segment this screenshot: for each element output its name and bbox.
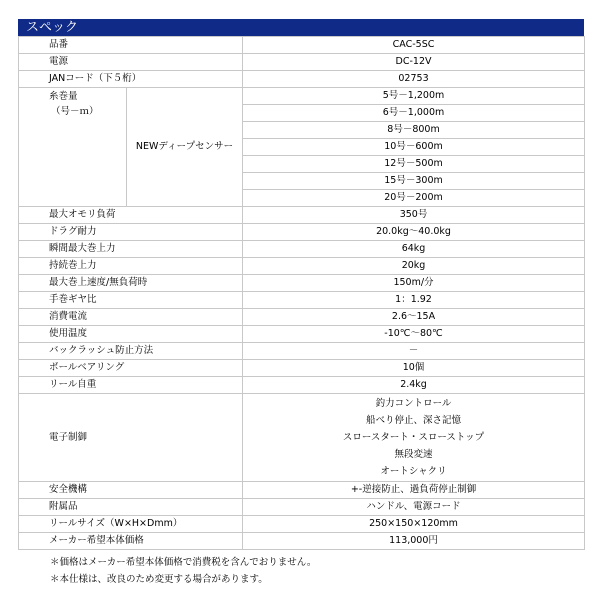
table-row [19,377,585,394]
line-capacity-label [19,88,127,207]
table-row [19,516,585,533]
row-label: 品番 [19,37,243,54]
electronic-value: 釣力コントロール [375,398,452,409]
row-label: ボールベアリング [19,360,243,377]
line-capacity-value: 15号－300m [243,173,585,190]
row-value: 02753 [243,71,585,88]
row-value: DC-12V [243,54,585,71]
row-value: 2.6～15A [243,309,585,326]
row-label: 消費電流 [19,309,243,326]
electronic-label: 電子制御 [19,394,243,482]
spec-header [18,19,584,36]
spec-section [18,19,584,588]
line-capacity-value: 10号－600m [243,139,585,156]
table-row [19,326,585,343]
table-row [19,54,585,71]
row-value: 250×150×120mm [243,516,585,533]
row-label: 持続巻上力 [19,258,243,275]
row-value: ハンドル、電源コード [243,499,585,516]
row-value: 1：1.92 [243,292,585,309]
row-label: 附属品 [19,499,243,516]
table-row [19,292,585,309]
note: ＊本仕様は、改良のため変更する場合があります。 [50,574,268,585]
row-value: +-逆接防止、過負荷停止制御 [243,482,585,499]
spec-header-title: スペック [26,20,79,35]
notes [18,554,584,588]
line-capacity-sub-label: NEWディープセンサー [127,88,243,207]
table-row [19,499,585,516]
row-value: 20kg [243,258,585,275]
table-row [19,37,585,54]
table-row [19,309,585,326]
electronic-value: 船べり停止、深さ記憶 [366,415,462,426]
line-capacity-label-line2: （号－ｍ） [51,106,99,117]
table-row [19,360,585,377]
row-value: 150m/分 [243,275,585,292]
spec-table [18,36,585,550]
row-label: JANコード（下５桁） [19,71,243,88]
table-row [19,258,585,275]
table-row [19,275,585,292]
table-row [19,224,585,241]
row-label: 使用温度 [19,326,243,343]
line-capacity-label-line1: 糸巻量 [49,91,78,102]
row-label: 安全機構 [19,482,243,499]
row-value: 10個 [243,360,585,377]
row-label: バックラッシュ防止方法 [19,343,243,360]
electronic-value: 無段変速 [394,449,433,460]
table-row [19,394,585,482]
table-row [19,71,585,88]
row-label: リール自重 [19,377,243,394]
row-label: 電源 [19,54,243,71]
row-value: 113,000円 [243,533,585,550]
row-label: 手巻ギヤ比 [19,292,243,309]
line-capacity-value: 12号－500m [243,156,585,173]
table-row [19,207,585,224]
row-value: -10℃～80℃ [243,326,585,343]
row-label: ドラグ耐力 [19,224,243,241]
electronic-value: スロースタート・スローストップ [342,432,485,443]
row-value: 20.0kg～40.0kg [243,224,585,241]
row-value: 64kg [243,241,585,258]
row-label: 最大巻上速度/無負荷時 [19,275,243,292]
electronic-value: オートシャクリ [380,466,447,477]
line-capacity-value: 20号－200m [243,190,585,207]
row-label: 瞬間最大巻上力 [19,241,243,258]
row-value: CAC-5SC [243,37,585,54]
note: ＊価格はメーカー希望本体価格で消費税を含んでおりません。 [50,557,317,568]
row-value: － [243,343,585,360]
table-row [19,343,585,360]
table-row [19,88,585,105]
table-row [19,482,585,499]
row-label: リールサイズ（W×H×Dmm） [19,516,243,533]
line-capacity-value: 8号－800m [243,122,585,139]
table-row [19,533,585,550]
row-label: メーカー希望本体価格 [19,533,243,550]
line-capacity-value: 5号－1,200m [243,88,585,105]
row-label: 最大オモリ負荷 [19,207,243,224]
table-row [19,241,585,258]
row-value: 2.4kg [243,377,585,394]
row-value: 350号 [243,207,585,224]
electronic-values [243,394,585,482]
line-capacity-value: 6号－1,000m [243,105,585,122]
